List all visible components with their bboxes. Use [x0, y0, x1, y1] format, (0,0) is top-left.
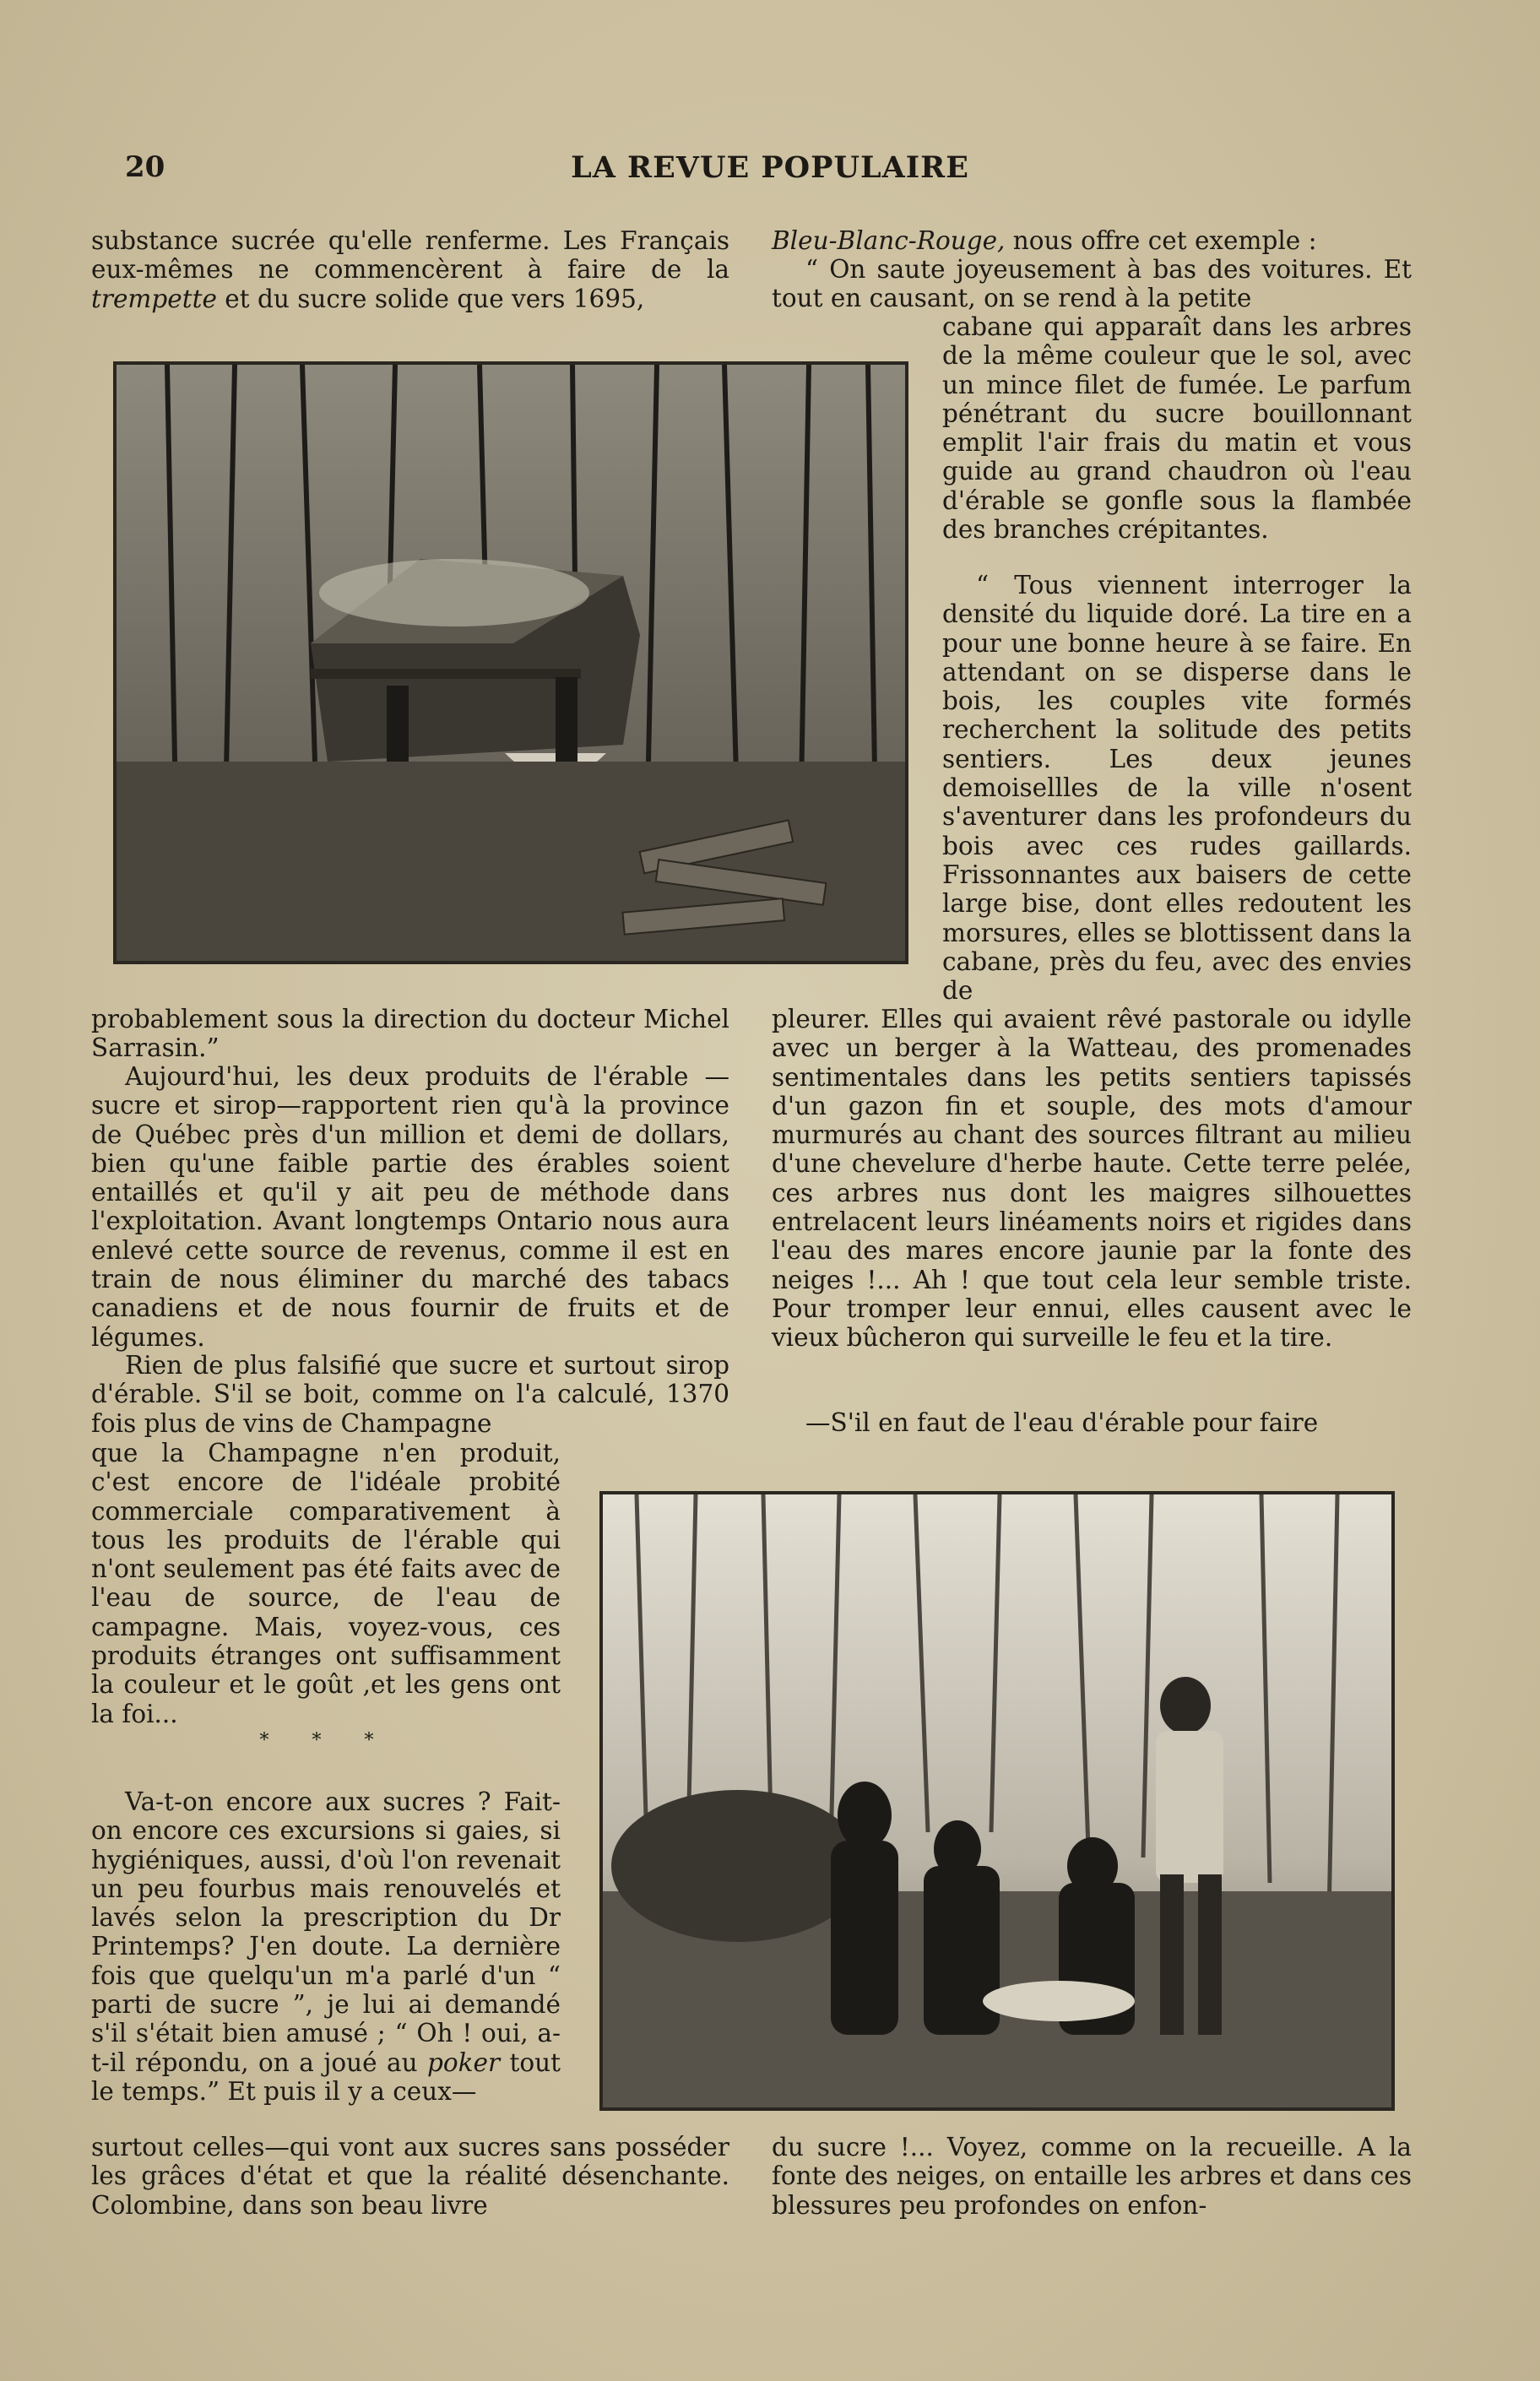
right-paragraph-2a: “ On saute joyeusement à bas des voitures. Et tout en causant, on se rend à la petite	[772, 255, 1412, 313]
left-paragraph-5	[91, 1787, 561, 2106]
left-paragraph-3: Aujourd'hui, les deux produits de l'érable —sucre et sirop—rapportent rien qu'à la province de Québec près d'un million et demi de dollars, bien qu'une faible partie des érables soient entaillés et qu'il y ait peu de méthode dans l'exploitation. Avant longtemps Ontario nous aura enlevé cette source de revenus, comme il est en train de nous éliminer du marché des tabacs canadiens et de nous fournir de fruits et de légumes.	[91, 1062, 729, 1352]
left-paragraph-4a: Rien de plus falsifié que sucre et surtout sirop d'érable. S'il se boit, comme on l'a calculé, 1370 fois plus de vins de Champagne	[91, 1351, 729, 1438]
gathering-illustration	[603, 1494, 1391, 2107]
left-paragraph-2: probablement sous la direction du docteur Michel Sarrasin.”	[91, 1005, 729, 1063]
book-title: Bleu-Blanc-Rouge,	[772, 226, 1006, 255]
text-run: tout le temps.” Et puis il y a ceux—	[91, 2047, 561, 2106]
right-paragraph-4: —S'il en faut de l'eau d'érable pour faire	[805, 1408, 1319, 1437]
text-run: nous offre cet exemple :	[1005, 226, 1317, 255]
page-number: 20	[125, 150, 165, 184]
text-run: Va-t-on encore aux sucres ? Fait-on encore ces excursions si gaies, si hygiéniques, aussi, d'où l'on revenait un peu fourbus mais renouvelés et lavés selon la prescription du Dr Printemps? J'en doute. La dernière fois que quelqu'un m'a parlé d'un “ parti de sucre ”, je lui ai demandé s'il s'était bien amusé ; “ Oh ! oui, a-t-il répondu, on a joué au	[91, 1787, 561, 2077]
gathering-photo	[599, 1491, 1395, 2111]
left-paragraph-1	[91, 226, 729, 313]
right-paragraph-2b: cabane qui apparaît dans les arbres de la même couleur que le sol, avec un mince filet de fumée. Le parfum pénétrant du sucre bouillonnant emplit l'air frais du matin et vous guide au grand chaudron où l'eau d'érable se gonfle sous la flambée des branches crépitantes.	[942, 312, 1412, 545]
italic-term: poker	[427, 2047, 501, 2077]
right-paragraph-1	[772, 226, 1412, 255]
right-paragraph-3: “ Tous viennent interroger la densité du liquide doré. La tire en a pour une bonne heure à se faire. En attendant on se disperse dans le bois, les couples vite formés recherchent la solitude des petits sentiers. Les deux jeunes demoisellles de la ville n'osent s'aventurer dans les profondeurs du bois avec ces rudes gaillards. Frissonnantes aux baisers de cette large bise, dont elles redoutent les morsures, elles se blottissent dans la cabane, près du feu, avec des envies de	[942, 571, 1412, 1006]
text-run: et du sucre solide que vers 1695,	[216, 284, 645, 313]
left-paragraph-6: surtout celles—qui vont aux sucres sans posséder les grâces d'état et que la réalité désenchante. Colombine, dans son beau livre	[91, 2133, 729, 2220]
italic-term: trempette	[91, 284, 217, 313]
sugar-shack-illustration	[117, 365, 905, 961]
sugar-shack-photo	[113, 361, 908, 964]
page-header	[0, 150, 1540, 193]
section-separator: * * *	[259, 1730, 393, 1751]
running-title: LA REVUE POPULAIRE	[571, 150, 969, 185]
right-paragraph-3b: pleurer. Elles qui avaient rêvé pastorale ou idylle avec un berger à la Watteau, des promenades sentimentales dans les petits sentiers tapissés d'un gazon fin et souple, des mots d'amour murmurés au chant des sources filtrant au milieu d'une chevelure d'herbe haute. Cette terre pelée, ces arbres nus dont les maigres silhouettes entrelacent leurs linéaments noirs et rigides dans l'eau des mares encore jaunie par la fonte des neiges !... Ah ! que tout cela leur semble triste. Pour tromper leur ennui, elles causent avec le vieux bûcheron qui surveille le feu et la tire.	[772, 1005, 1412, 1353]
left-paragraph-4b: que la Champagne n'en produit, c'est encore de l'idéale probité commerciale comparativement à tous les produits de l'érable qui n'ont seulement pas été faits avec de l'eau de source, de l'eau de campagne. Mais, voyez-vous, ces produits étranges ont suffisamment la couleur et le goût ,et les gens ont la foi...	[91, 1439, 561, 1728]
right-paragraph-5: du sucre !... Voyez, comme on la recueille. A la fonte des neiges, on entaille les arbres et dans ces blessures peu profondes on enfon-	[772, 2133, 1412, 2220]
text-run: substance sucrée qu'elle renferme. Les Français eux-mêmes ne commencèrent à faire de la	[91, 226, 729, 285]
